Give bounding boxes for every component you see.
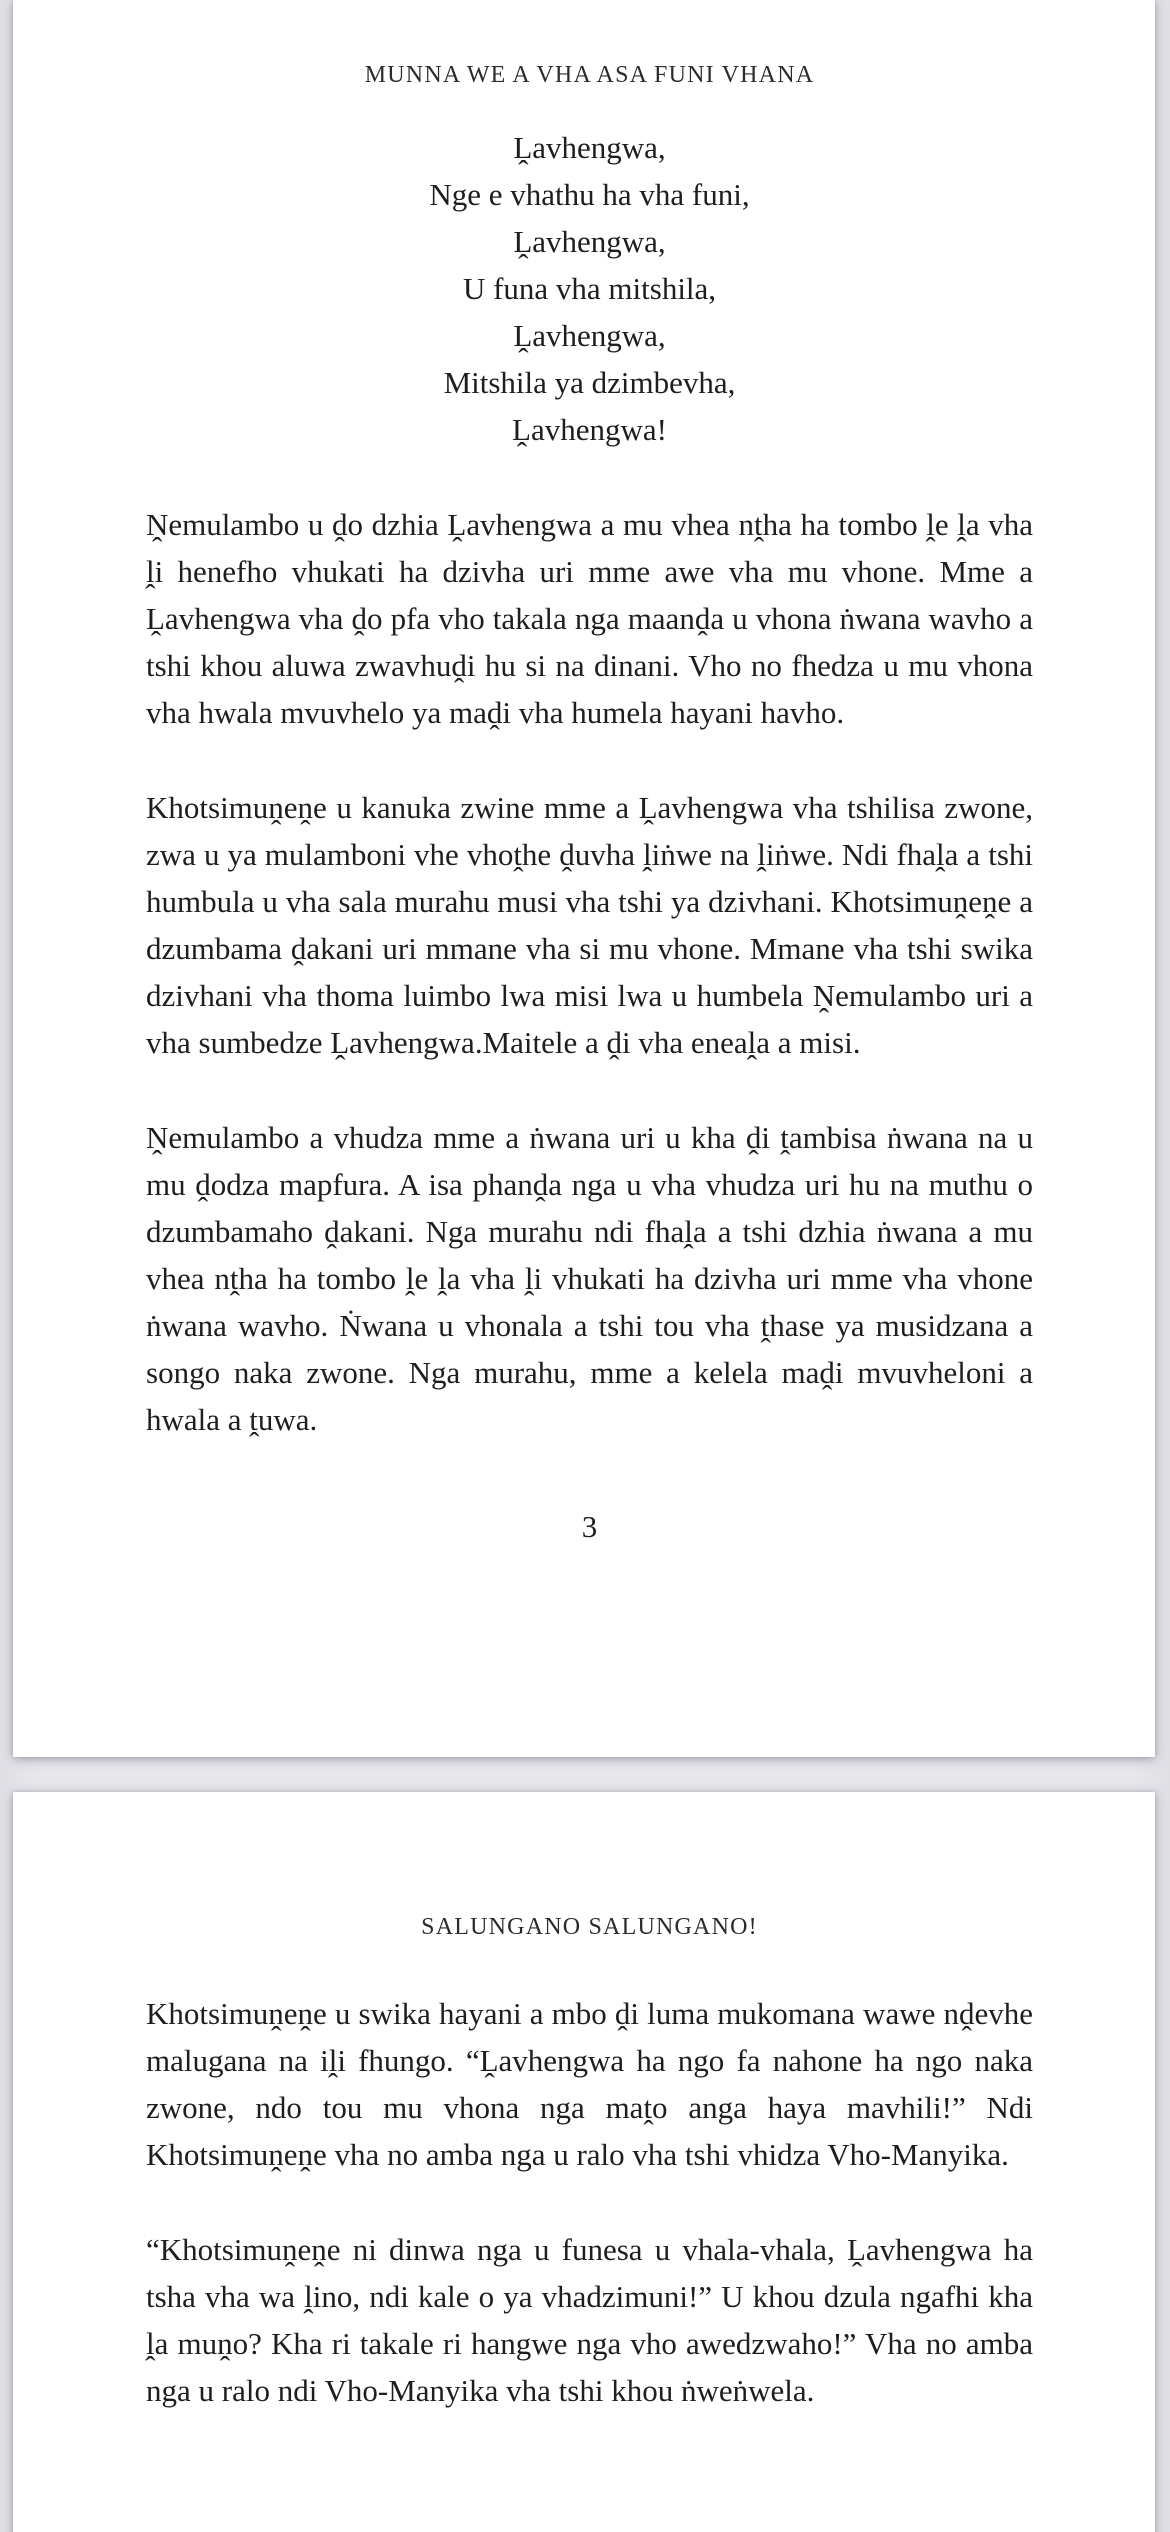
book-page-4[interactable] bbox=[13, 1792, 1155, 2532]
page-gap bbox=[0, 1757, 1170, 1792]
poem-block bbox=[146, 124, 1033, 453]
story-title-running-head: SALUNGANO SALUNGANO! bbox=[421, 1914, 758, 1940]
page-content bbox=[13, 1912, 1155, 2414]
page-number: 3 bbox=[581, 1509, 598, 1544]
poem-line: Ḽavhengwa, bbox=[513, 130, 666, 165]
poem-line: Ḽavhengwa, bbox=[513, 224, 666, 259]
story-title-running-head: MUNNA WE A VHA ASA FUNI VHANA bbox=[364, 62, 815, 88]
paragraph: Ṋemulambo u ḓo dzhia Ḽavhengwa a mu vhea nṱha ha tombo ḽe ḽa vha ḽi henefho vhukati ha dzivha uri mme awe vha mu vhone. Mme a Ḽavhengwa vha ḓo pfa vho takala nga maanḓa u vhona ṅwana wavho a tshi khou aluwa zwavhuḓi hu si na dinani. Vho no fhedza u mu vhona vha hwala mvuvhelo ya maḓi vha humela hayani havho. bbox=[146, 507, 1033, 730]
poem-line: Nge e vhathu ha vha funi, bbox=[429, 177, 750, 212]
paragraph: Khotsimuṋeṋe u swika hayani a mbo ḓi luma mukomana wawe nḓevhe malugana na iḽi fhungo. “Ḽavhengwa ha ngo fa nahone ha ngo naka zwone, ndo tou mu vhona nga maṱo anga haya mavhili!” Ndi Khotsimuṋeṋe vha no amba nga u ralo vha tshi vhidza Vho-Manyika. bbox=[146, 1996, 1033, 2172]
poem-line: U funa vha mitshila, bbox=[462, 271, 717, 306]
book-page-3[interactable] bbox=[13, 0, 1155, 1757]
paragraph: “Khotsimuṋeṋe ni dinwa nga u funesa u vhala-vhala, Ḽavhengwa ha tsha vha wa ḽino, ndi kale o ya vhadzimuni!” U khou dzula ngafhi kha ḽa muṋo? Kha ri takale ri hangwe nga vho awedzwaho!” Vha no amba nga u ralo ndi Vho-Manyika vha tshi khou ṅweṅwela. bbox=[146, 2232, 1033, 2408]
poem-line: Ḽavhengwa! bbox=[512, 412, 667, 447]
paragraph: Khotsimuṋeṋe u kanuka zwine mme a Ḽavhengwa vha tshilisa zwone, zwa u ya mulamboni vhe vhoṱhe ḓuvha ḽiṅwe na ḽiṅwe. Ndi fhaḽa a tshi humbula u vha sala murahu musi vha tshi ya dzivhani. Khotsimuṋeṋe a dzumbama ḓakani uri mmane vha si mu vhone. Mmane vha tshi swika dzivhani vha thoma luimbo lwa misi lwa u humbela Ṋemulambo uri a vha sumbedze Ḽavhengwa.Maitele a ḓi vha eneaḽa a misi. bbox=[146, 790, 1033, 1060]
poem-line: Ḽavhengwa, bbox=[513, 318, 666, 353]
paragraph: Ṋemulambo a vhudza mme a ṅwana uri u kha ḓi ṱambisa ṅwana na u mu ḓodza mapfura. A isa phanḓa nga u vha vhudza uri hu na muthu o dzumbamaho ḓakani. Nga murahu ndi fhaḽa a tshi dzhia ṅwana a mu vhea nṱha ha tombo ḽe ḽa vha ḽi vhukati ha dzivha uri mme vha vhone ṅwana wavho. Ṅwana u vhonala a tshi tou vha ṱhase ya musidzana a songo naka zwone. Nga murahu, mme a kelela maḓi mvuvheloni a hwala a ṱuwa. bbox=[146, 1120, 1033, 1437]
page-content bbox=[13, 60, 1155, 1550]
poem-line: Mitshila ya dzimbevha, bbox=[443, 365, 736, 400]
